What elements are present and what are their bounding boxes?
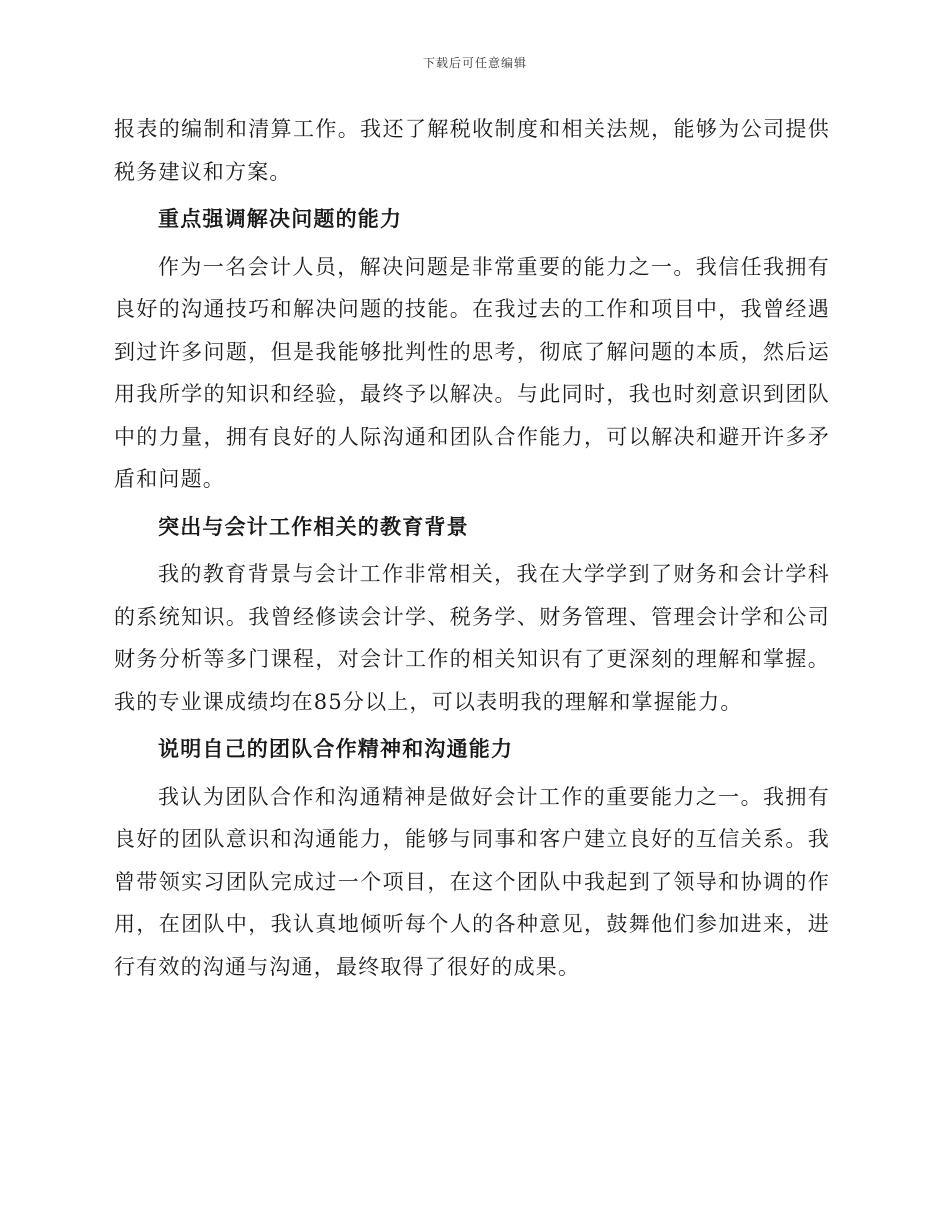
section-paragraph-education: 我的教育背景与会计工作非常相关，我在大学学到了财务和会计学科的系统知识。我曾经修读会计学、税务学、财务管理、管理会计学和公司财务分析等多门课程，对会计工作的相关知识有了更深刻的理解和掌握。我的专业课成绩均在85分以上，可以表明我的理解和掌握能力。 (114, 562, 830, 714)
header-note: 下载后可任意编辑 (422, 56, 527, 70)
section-paragraph-problem-solving: 作为一名会计人员，解决问题是非常重要的能力之一。我信任我拥有良好的沟通技巧和解决问题的技能。在我过去的工作和项目中，我曾经遇到过许多问题，但是我能够批判性的思考，彻底了解问题的本质，然后运用我所学的知识和经验，最终予以解决。与此同时，我也时刻意识到团队中的力量，拥有良好的人际沟通和团队合作能力，可以解决和避开许多矛盾和问题。 (114, 254, 830, 491)
section-paragraph-teamwork: 我认为团队合作和沟通精神是做好会计工作的重要能力之一。我拥有良好的团队意识和沟通能力，能够与同事和客户建立良好的互信关系。我曾带领实习团队完成过一个项目，在这个团队中我起到了领导和协调的作用，在团队中，我认真地倾听每个人的各种意见，鼓舞他们参加进来，进行有效的沟通与沟通，最终取得了很好的成果。 (114, 784, 830, 979)
section-heading-education: 突出与会计工作相关的教育背景 (158, 513, 469, 539)
document-body (114, 108, 830, 988)
section-heading-problem-solving: 重点强调解决问题的能力 (158, 206, 403, 231)
section-heading-teamwork: 说明自己的团队合作精神和沟通能力 (158, 736, 514, 761)
intro-paragraph: 报表的编制和清算工作。我还了解税收制度和相关法规，能够为公司提供税务建议和方案。 (114, 117, 830, 184)
